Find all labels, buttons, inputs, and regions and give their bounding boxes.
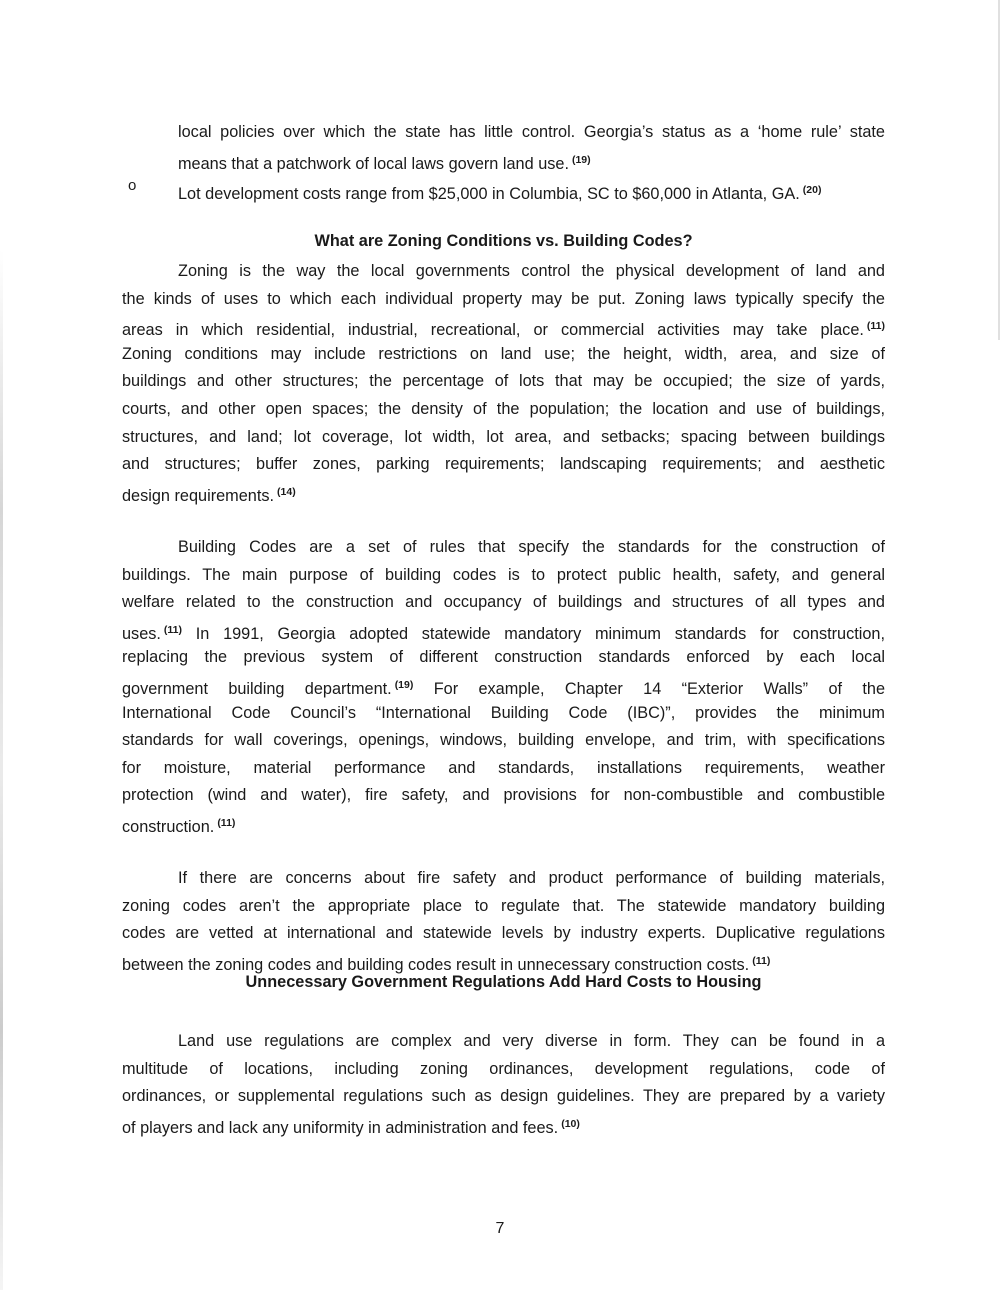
text-line xyxy=(122,479,885,507)
text-line xyxy=(122,700,885,728)
text-line xyxy=(122,313,885,341)
text-line xyxy=(122,727,885,755)
text-line xyxy=(122,1111,885,1139)
text-line xyxy=(122,865,885,893)
citation: (10) xyxy=(561,1117,580,1130)
line-text: welfare related to the construction and occupancy of buildings and structures of all types and xyxy=(122,593,885,612)
citation: (20) xyxy=(802,184,822,196)
line-text: For example, Chapter 14 “Exterior Walls” of the xyxy=(413,679,885,698)
line-text: means that a patchwork of local laws govern land use. xyxy=(178,154,569,173)
citation: (11) xyxy=(752,954,771,967)
line-text: for moisture, material performance and standards, installations requirements, weather xyxy=(122,758,885,777)
paragraph-zoning xyxy=(122,258,885,506)
text-line xyxy=(122,258,885,286)
citation: (19) xyxy=(571,153,591,166)
text-line xyxy=(178,147,885,175)
line-text: design requirements. xyxy=(122,486,275,505)
line-text: Building Codes are a set of rules that specify the standards for the construction of xyxy=(178,538,885,556)
text-line xyxy=(122,368,885,396)
line-text: ordinances, or supplemental regulations such as design guidelines. They are prepared by a variety xyxy=(122,1087,885,1106)
text-line xyxy=(122,1056,885,1084)
line-text: If there are concerns about fire safety and product performance of building materials, xyxy=(178,869,885,887)
text-line xyxy=(122,424,885,452)
bullet-text: Lot development costs range from $25,000 in Columbia, SC to $60,000 in Atlanta, GA. xyxy=(178,185,800,203)
paragraph-fire-safety xyxy=(122,865,885,975)
text-line xyxy=(122,782,885,810)
citation: (11) xyxy=(866,320,885,333)
section-heading: Unnecessary Government Regulations Add Hard Costs to Housing xyxy=(245,973,762,991)
text-line xyxy=(122,534,885,562)
line-text: In 1991, Georgia adopted statewide mandatory minimum standards for construction, xyxy=(182,624,885,643)
line-text: of players and lack any uniformity in administration and fees. xyxy=(122,1118,559,1137)
line-text: uses. xyxy=(122,624,161,643)
text-line xyxy=(122,1083,885,1111)
text-line xyxy=(122,644,885,672)
citation: (14) xyxy=(277,485,296,498)
text-line xyxy=(122,286,885,314)
line-text: standards for wall coverings, openings, windows, building envelope, and trim, with specifications xyxy=(122,731,885,750)
text-line xyxy=(122,562,885,590)
line-text: multitude of locations, including zoning ordinances, development regulations, code of xyxy=(122,1059,885,1078)
line-text: buildings. The main purpose of building codes is to protect public health, safety, and general xyxy=(122,565,885,584)
line-text: local policies over which the state has little control. Georgia’s status as a ‘home rule’ state xyxy=(178,123,885,141)
line-text: structures, and land; lot coverage, lot width, lot area, and setbacks; spacing between buildings xyxy=(122,427,885,446)
text-line xyxy=(122,396,885,424)
page-number: 7 xyxy=(495,1220,505,1237)
line-text: courts, and other open spaces; the density of the population; the location and use of buildings, xyxy=(122,399,885,418)
bullet-marker: o xyxy=(128,177,137,194)
paragraph-building-codes xyxy=(122,534,885,838)
line-text: Zoning is the way the local governments control the physical development of land and xyxy=(178,262,885,280)
citation: (19) xyxy=(394,678,414,691)
section-heading: What are Zoning Conditions vs. Building Codes? xyxy=(314,232,693,250)
line-text: replacing the previous system of different construction standards enforced by each local xyxy=(122,648,885,667)
text-line xyxy=(122,451,885,479)
text-line xyxy=(122,341,885,369)
citation: (11) xyxy=(217,816,236,829)
line-text: areas in which residential, industrial, recreational, or commercial activities may take place. xyxy=(122,321,864,340)
line-text: Land use regulations are complex and very diverse in form. They can be found in a xyxy=(178,1032,885,1050)
line-text: and structures; buffer zones, parking requirements; landscaping requirements; and aesthetic xyxy=(122,455,885,474)
text-line xyxy=(122,589,885,617)
paragraph-land-use xyxy=(122,1028,885,1138)
line-text: codes are vetted at international and statewide levels by industry experts. Duplicative regulations xyxy=(122,924,885,943)
line-text: between the zoning codes and building codes result in unnecessary construction costs. xyxy=(122,955,750,974)
text-line xyxy=(122,893,885,921)
bullet-continuation xyxy=(178,119,885,174)
citation: (11) xyxy=(163,623,183,636)
bullet-item xyxy=(178,177,898,205)
line-text: the kinds of uses to which each individual property may be put. Zoning laws typically specify the xyxy=(122,289,885,308)
line-text: International Code Council’s “International Building Code (IBC)”, provides the minimum xyxy=(122,703,885,722)
line-text: zoning codes aren’t the appropriate place to regulate that. The statewide mandatory building xyxy=(122,896,885,915)
text-line xyxy=(122,920,885,948)
text-line xyxy=(178,119,885,147)
line-text: buildings and other structures; the percentage of lots that may be occupied; the size of yards, xyxy=(122,372,885,391)
text-line xyxy=(122,672,885,700)
text-line xyxy=(122,810,885,838)
text-line xyxy=(122,1028,885,1056)
text-line xyxy=(122,948,885,976)
line-text: protection (wind and water), fire safety, and provisions for non-combustible and combustible xyxy=(122,786,885,805)
line-text: Zoning conditions may include restrictions on land use; the height, width, area, and size of xyxy=(122,344,885,363)
text-line xyxy=(122,755,885,783)
line-text: construction. xyxy=(122,817,215,836)
scan-edge xyxy=(0,250,3,1290)
line-text: government building department. xyxy=(122,679,392,698)
text-line xyxy=(122,617,885,645)
